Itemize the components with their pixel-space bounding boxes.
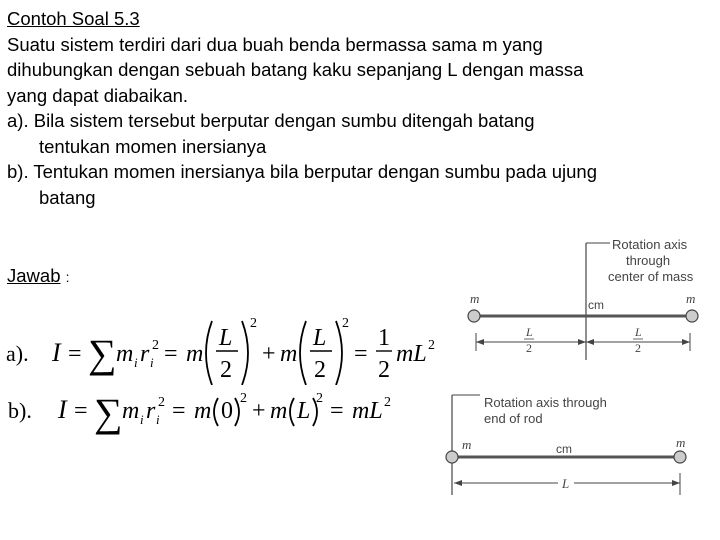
eq-b-lhs: I — [58, 395, 67, 424]
problem-line-7: batang — [39, 186, 96, 208]
eq-b-sum: ∑ — [94, 390, 123, 435]
eq-a-paren-right-1 — [242, 321, 248, 385]
eq-a-sq3: 2 — [342, 316, 349, 331]
eq-a-frac3-num: 1 — [378, 325, 390, 351]
eq-a-m: m — [116, 341, 134, 367]
fig-a-dim-arrow-mid-right — [586, 339, 594, 345]
problem-statement — [7, 6, 717, 210]
fig-b-axis-label-2: end of rod — [484, 411, 543, 426]
eq-b-prefix: b). — [8, 398, 32, 423]
eq-b-sq3: 2 — [316, 391, 323, 406]
eq-a-equals-1: = — [68, 341, 82, 367]
figure-b — [440, 385, 710, 515]
fig-a-half-left-num: L — [526, 325, 533, 339]
fig-b-dim-arrow-right — [672, 480, 680, 486]
eq-b-sq1: 2 — [158, 395, 165, 410]
eq-b-equals-2: = — [172, 398, 186, 424]
problem-line-5: tentukan momen inersianya — [39, 135, 267, 157]
eq-b-m3: m — [270, 398, 288, 424]
eq-b-equals-3: = — [330, 398, 344, 424]
fig-a-mass-right — [686, 310, 698, 322]
eq-b-paren-left-2 — [290, 398, 294, 426]
fig-a-half-right-num: L — [635, 325, 642, 339]
fig-b-length-label: L — [562, 476, 570, 491]
problem-line-4: a). Bila sistem tersebut berputar dengan sumbu ditengah batang — [7, 110, 535, 131]
eq-b-r: r — [146, 398, 156, 424]
eq-b-L: L — [297, 398, 311, 424]
equation-a — [0, 305, 445, 385]
eq-b-sq4: 2 — [384, 395, 391, 410]
eq-b-sq2: 2 — [240, 391, 247, 406]
eq-a-m3: m — [280, 341, 298, 367]
eq-b-plus: + — [252, 398, 266, 424]
fig-b-mass-left-label: m — [462, 437, 472, 452]
eq-a-i2: i — [150, 355, 154, 370]
eq-b-m: m — [122, 398, 140, 424]
fig-b-mass-right-label: m — [676, 435, 686, 450]
problem-line-1: Suatu sistem terdiri dari dua buah benda bermassa sama m yang — [7, 33, 543, 55]
fig-a-axis-label-3: center of mass — [608, 269, 694, 284]
fig-b-mass-left — [446, 451, 458, 463]
eq-a-frac1-num: L — [219, 325, 233, 351]
fig-b-cm-label: cm — [556, 442, 572, 456]
eq-b-paren-right-1 — [235, 398, 239, 426]
fig-a-cm-label: cm — [588, 298, 604, 312]
eq-a-sq4: 2 — [428, 338, 435, 353]
eq-a-frac1-den: 2 — [220, 357, 232, 383]
answer-label-colon: : — [65, 269, 70, 285]
equation-b — [0, 388, 420, 438]
eq-a-sum: ∑ — [88, 331, 117, 376]
eq-a-m2: m — [186, 341, 204, 367]
fig-a-axis-label-1: Rotation axis — [612, 237, 688, 252]
eq-a-frac3-den: 2 — [378, 357, 390, 383]
problem-line-6: b). Tentukan momen inersianya bila berputar dengan sumbu pada ujung — [7, 161, 597, 182]
eq-a-paren-left-2 — [300, 321, 306, 385]
eq-a-frac2-num: L — [313, 325, 327, 351]
fig-a-mass-right-label: m — [686, 291, 696, 306]
eq-b-m2: m — [194, 398, 212, 424]
eq-b-i2: i — [156, 412, 160, 427]
eq-a-paren-left-1 — [206, 321, 212, 385]
answer-label — [7, 265, 70, 287]
eq-b-paren-left-1 — [214, 398, 218, 426]
eq-a-prefix: a). — [6, 341, 29, 366]
eq-b-result: mL — [352, 398, 383, 424]
fig-a-half-left-den: 2 — [526, 341, 532, 355]
problem-line-3: yang dapat diabaikan. — [7, 84, 189, 106]
eq-b-i1: i — [140, 412, 144, 427]
problem-line-2: dihubungkan dengan sebuah batang kaku sepanjang L dengan massa — [7, 59, 584, 80]
eq-b-zero: 0 — [221, 398, 233, 424]
eq-a-i1: i — [134, 355, 138, 370]
eq-a-frac2-den: 2 — [314, 357, 326, 383]
eq-a-plus: + — [262, 341, 276, 367]
eq-a-sq1: 2 — [152, 338, 159, 353]
eq-a-equals-3: = — [354, 341, 368, 367]
eq-a-equals-2: = — [164, 341, 178, 367]
eq-b-equals-1: = — [74, 398, 88, 424]
fig-a-axis-label-2: through — [626, 253, 671, 268]
eq-a-r: r — [140, 341, 150, 367]
fig-b-mass-right — [674, 451, 686, 463]
eq-a-sq2: 2 — [250, 316, 257, 331]
fig-a-dim-arrow-right — [682, 339, 690, 345]
fig-a-dim-arrow-mid-left — [578, 339, 586, 345]
eq-a-result: mL — [396, 341, 427, 367]
fig-b-dim-arrow-left — [454, 480, 462, 486]
problem-title: Contoh Soal 5.3 — [7, 8, 140, 29]
fig-a-dim-arrow-left — [476, 339, 484, 345]
answer-label-text: Jawab — [7, 265, 61, 286]
fig-a-mass-left-label: m — [470, 291, 480, 306]
fig-b-axis-label-1: Rotation axis through — [484, 395, 607, 410]
eq-a-lhs: I — [52, 338, 61, 367]
figure-a — [460, 235, 718, 365]
fig-a-mass-left — [468, 310, 480, 322]
fig-a-half-right-den: 2 — [635, 341, 641, 355]
